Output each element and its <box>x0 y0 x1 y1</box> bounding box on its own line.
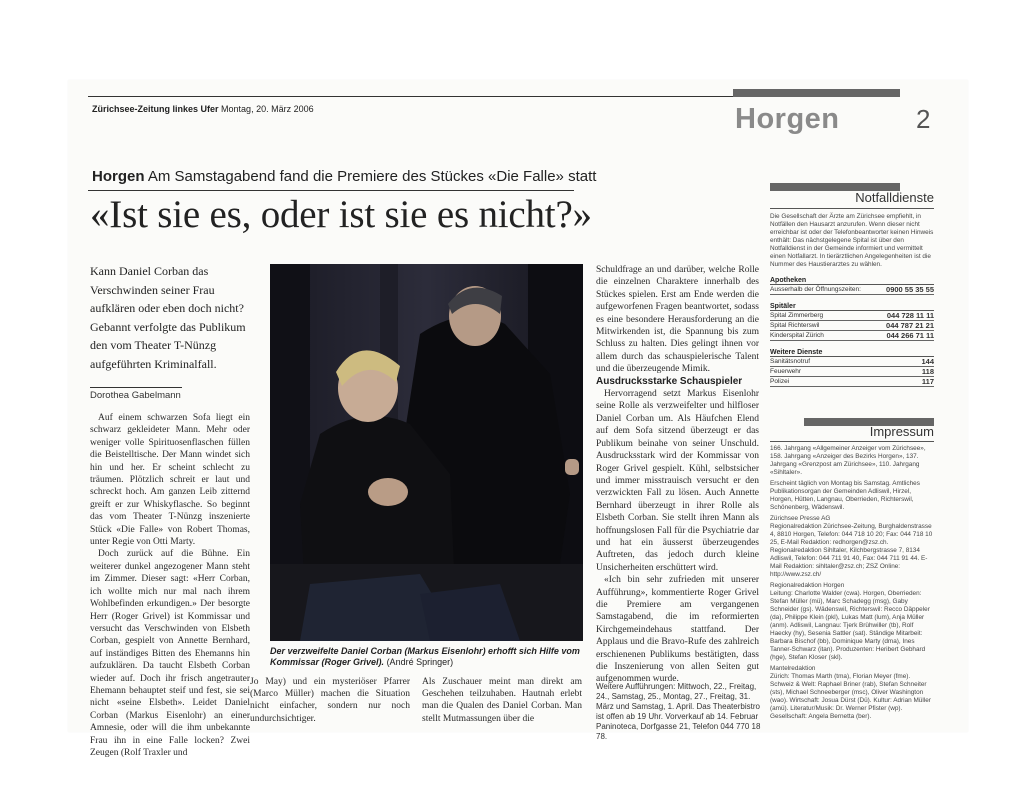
apotheken-heading: Apotheken <box>770 277 934 285</box>
subheading: Ausdrucksstarke Schauspieler <box>596 375 743 387</box>
performance-info-box: Weitere Aufführungen: Mittwoch, 22., Freitag, 24., Samstag, 25., Montag, 27., Freitag, 31. März und Samstag, 1. April. Das Theaterbistro ist offen ab 19 Uhr. Vorverkauf ab 14. Februar Paninoteca, Dorfgasse 21, Telefon 044 770 18 78. <box>596 682 761 741</box>
impressum-mantel-heading: Mantelredaktion <box>770 665 816 672</box>
spital-row <box>770 311 934 321</box>
row-label: Sanitätsnotruf <box>770 358 811 365</box>
paragraph: Schuldfrage an und darüber, welche Rolle die einzelnen Charaktere innerhalb des Stückes spielen. Erst am Ende werden die aufgeworfenen Fragen beantwortet, sodass es eine besondere Herausforderung an die Mitwirkenden ist, die Spannung bis zum Schluss zu halten. Dies gelingt ihnen vor allem durch das schauspielerische Talent und die überzeugende Mimik. <box>596 265 759 375</box>
row-value: 117 <box>921 377 934 386</box>
impressum-verlag: Zürichsee Presse AG <box>770 515 831 522</box>
dienst-row <box>770 357 934 367</box>
row-label: Spital Richterswil <box>770 322 820 329</box>
article-author: Dorothea Gabelmann <box>90 390 181 401</box>
impressum-regional-heading: Regionalredaktion Horgen <box>770 582 845 589</box>
impressum-redaktion: Regionalredaktion Zürichsee-Zeitung, Burghaldenstrasse 4, 8810 Horgen, Telefon: 044 718 10 20; Fax: 044 718 10 25, E-Mail Redaktion: redhorgen@zsz.ch. Regionalredaktion Sihltaler, Kilchbergstrasse 7, 8134 Adliswil, Telefon: 044 711 91 40, Fax: 044 711 91 44. E-Mail Redaktion: sihltaler@zsz.ch; ZSZ Online: http://www.zsz.ch/ <box>770 523 933 578</box>
article-column-1 <box>90 412 250 759</box>
section-title: Horgen <box>735 103 840 135</box>
dienst-row <box>770 377 934 387</box>
impressum-mantel: Zürich: Thomas Marth (tma), Florian Meyer (fme). Schweiz & Welt: Raphael Briner (rab), Stefan Schneiter (sts), Michael Schneeberger (msc), Oliver Washington (wao). Wirtschaft: Josua Dürst (Dü). Kultur: Adrian Müller (amü). Literatur/Musik: Dr. Werner Pfister (wp). Gesellschaft: Angela Bernetta (ber). <box>770 673 931 720</box>
impressum-erscheinung: Erscheint täglich von Montag bis Samstag. Amtliches Publikationsorgan der Gemeinden Adliswil, Hirzel, Horgen, Hütten, Langnau, Oberrieden, Richterswil, Schönenberg, Wädenswil. <box>770 480 920 511</box>
notfall-title: Notfalldienste <box>855 190 934 205</box>
row-label: Spital Zimmerberg <box>770 312 824 319</box>
header-masthead <box>92 104 314 114</box>
kicker-rule <box>88 190 574 191</box>
spital-row <box>770 331 934 341</box>
paragraph: Hervorragend setzt Markus Eisenlohr seine Rolle als verzweifelter und hilfloser Daniel Corban um. Als Häufchen Elend auf dem Sofa sitzend überzeugt er das Publikum beinahe von seiner Unschuld. Ausdrucksstark wird der Kommissar von Roger Grivel gespielt. Kühl, selbstsicher und immer misstrauisch versucht er den verzwickten Fall zu lösen. Auch Annette Bernhard überzeugt in ihrer Rolle als Elsbeth Corban. Sie stellt ihren Mann als hoffnungslosen Fall für die Psychiatrie dar und hat ein äusserst überzeugendes Auftreten, das jedoch durch kleine Unsicherheiten erschüttert wird. <box>596 389 759 573</box>
header-rule <box>88 96 741 97</box>
row-value: 118 <box>921 367 934 376</box>
paragraph: «Ich bin sehr zufrieden mit unserer Aufführung», kommentierte Roger Grivel die Premiere am vergangenen Samstagabend, die im reformierten Kirchgemeindehaus stattfand. Der Applaus und die Bravo-Rufe des zahlreich erschienenen Publikums bestätigten, dass die Inszenierung von allen Seiten gut aufgenommen wurde. <box>596 575 759 685</box>
impressum-regional: Leitung: Charlotte Walder (cwa). Horgen, Oberrieden: Stefan Müller (mü), Marc Schadegg (msg), Gaby Schneider (gs). Wädenswil, Richterswil: Recco Däppeler (da), Philippe Klein (pkl), Lukas Matt (lum), Anja Müller (anm). Adliswil, Langnau: Tjerk Brühwiller (tb), Rolf Haecky (hy), Sesenia Sattler (sat). Ständige Mitarbeit: Barbara Bischof (bb), Dominique Marty (dma), Ines Tanner-Schwarz (itan). Produzenten: Heribert Gebhard (hge), Stefan Kloser (skl). <box>770 590 930 661</box>
row-value: 144 <box>921 357 934 366</box>
row-label: Feuerwehr <box>770 368 802 375</box>
article-lead: Kann Daniel Corban das Verschwinden seiner Frau aufklären oder eben doch nicht? Gebannt verfolgte das Publikum den vom Theater T-Nünzg aufgeführten Kriminalfall. <box>90 264 246 371</box>
kicker-place: Horgen <box>92 168 145 185</box>
photo-caption <box>270 646 588 668</box>
article-photo <box>270 264 583 641</box>
row-label: Polizei <box>770 378 790 385</box>
theater-scene-illustration <box>270 264 583 641</box>
dienst-row <box>770 367 934 377</box>
article-headline: «Ist sie es, oder ist sie es nicht?» <box>90 193 592 236</box>
photo-credit: (André Springer) <box>386 657 454 668</box>
row-value: 044 728 11 11 <box>886 311 934 320</box>
row-value: 044 266 71 11 <box>886 331 934 340</box>
dienste-heading: Weitere Dienste <box>770 349 934 357</box>
caption-text: Der verzweifelte Daniel Corban (Markus Eisenlohr) erhofft sich Hilfe vom Kommissar (Roger Grivel). <box>270 646 580 668</box>
lead-rule <box>90 387 182 388</box>
kicker-text: Am Samstagabend fand die Premiere des Stückes «Die Falle» statt <box>147 168 597 185</box>
notfall-text: Die Gesellschaft der Ärzte am Zürichsee empfiehlt, in Notfällen den Hausarzt anzurufen. Wenn dieser nicht erreichbar ist oder der Telefonbeantworter keinen Hinweis enthält: Das nächstgelegene Spital ist über den Notfalldienst in der Gemeinde informiert und vermittelt einen Notfallarzt. In tierärztlichen Angelegenheiten ist die Nummer des Haustierarztes zu wählen. <box>770 213 934 268</box>
article-column-3-bottom: Als Zuschauer meint man direkt am Geschehen teilzuhaben. Hautnah erlebt man die Qualen des Daniel Corban. Man stellt Mutmassungen über die <box>422 677 582 724</box>
impressum-box <box>770 424 934 721</box>
issue-date: Montag, 20. März 2006 <box>221 104 314 114</box>
notfall-box <box>770 190 934 387</box>
row-label: Ausserhalb der Öffnungszeiten: <box>770 286 861 293</box>
spital-row <box>770 321 934 331</box>
impressum-title: Impressum <box>869 424 934 439</box>
paragraph: Auf einem schwarzen Sofa liegt ein schwarz gekleideter Mann. Mehr oder weniger volle Spirituosenflaschen füllen die Beistelltische. Der Mann windet sich hin und her. Er scheint schlecht zu träumen. Plötzlich schreit er laut und schreckt hoch. Am ganzen Leib zitternd greift er zur Whiskyflasche. So beginnt das vom Theater T-Nünzg inszenierte Stück «Die Falle» von Robert Thomas, unter Regie von Otti Marty. <box>90 413 250 548</box>
article-column-2-bottom: Jo May) und ein mysteriöser Pfarrer (Marco Müller) machen die Situation nicht einfacher, sondern nur noch undurchsichtiger. <box>250 677 410 724</box>
page-number: 2 <box>916 104 931 134</box>
spitaeler-heading: Spitäler <box>770 303 934 311</box>
row-value: 0900 55 35 55 <box>886 285 934 294</box>
row-value: 044 787 21 21 <box>886 321 934 330</box>
article-column-4 <box>596 264 759 686</box>
article-kicker <box>92 168 596 185</box>
paper-name: Zürichsee-Zeitung linkes Ufer <box>92 104 219 114</box>
paragraph: Doch zurück auf die Bühne. Ein weiterer dunkel angezogener Mann steht im Zimmer. Dieser sagt: «Herr Corban, ich wollte mich nur mal nach ihrem Wohlbefinden erkundigen.» Der besorgte Herr (Roger Grivel) ist Kommissar und versucht das Verschwinden von Elsbeth Corban, gespielt von Annette Bernhard, auf inständiges Bitten des Ehemanns hin aufzuklären. Da taucht Elsbeth Corban wieder auf. Doch ihr frisch angetrauter Ehemann behauptet steif und fest, sie sei nicht «seine Elsbeth». Leidet Daniel Corban (Markus Eisenlohr) an einer Amnesie, oder will die ihm unbekannte Frau ihn in eine Falle locken? Zwei Zeugen (Rolf Traxler und <box>90 549 250 758</box>
section-bar <box>733 89 900 97</box>
apotheke-row <box>770 285 934 295</box>
impressum-jahrgang: 166. Jahrgang «Allgemeiner Anzeiger vom Zürichsee», 158. Jahrgang «Anzeiger des Bezirks Horgen», 137. Jahrgang «Grenzpost am Zürichsee», 110. Jahrgang «Sihltaler». <box>770 445 926 476</box>
row-label: Kinderspital Zürich <box>770 332 824 339</box>
